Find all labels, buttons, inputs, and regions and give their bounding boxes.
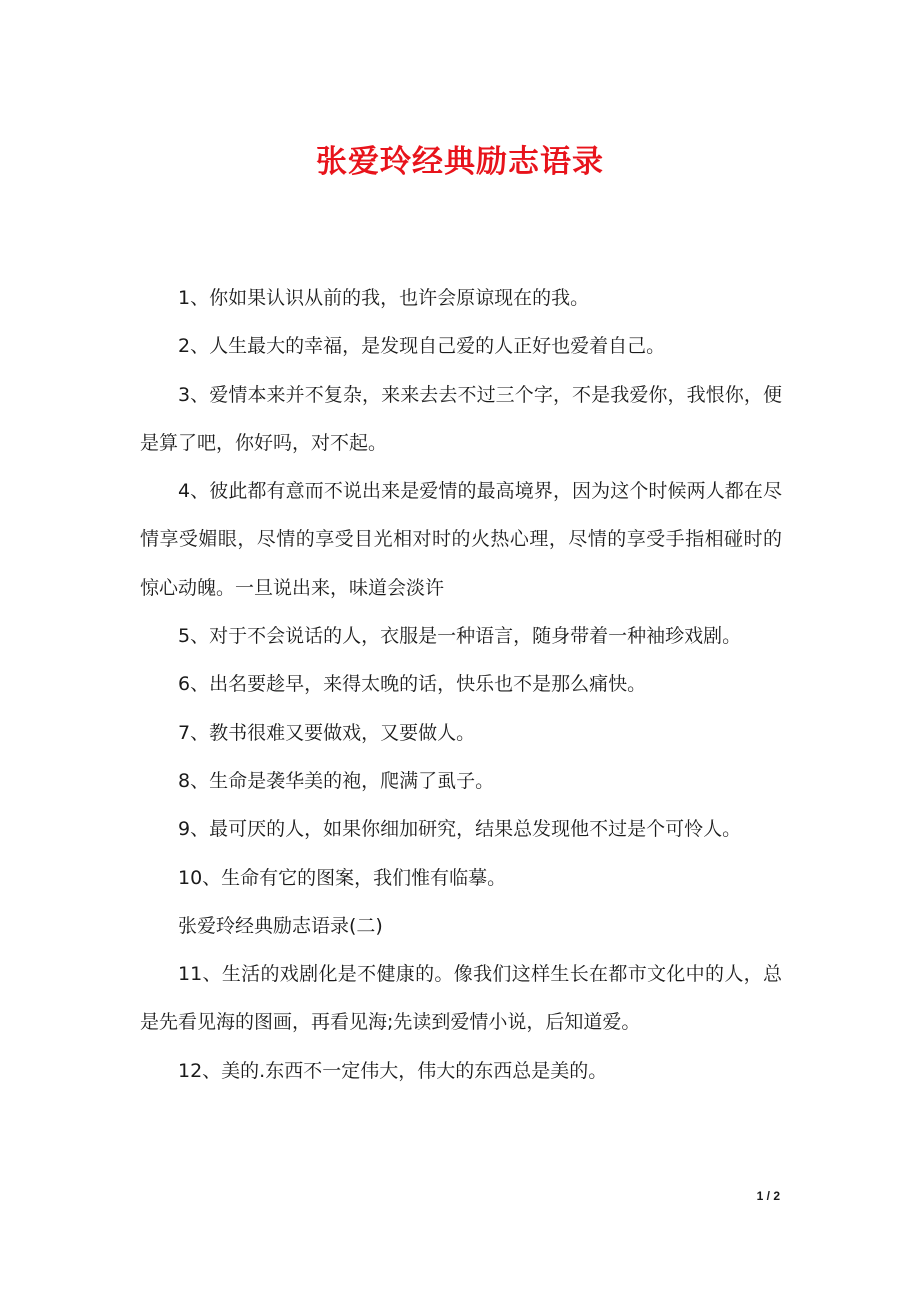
section-heading: 张爱玲经典励志语录(二): [178, 914, 383, 937]
page-number: 1 / 2: [756, 1189, 780, 1203]
paragraph: 11、生活的戏剧化是不健康的。像我们这样生长在都市文化中的人，总是先看见海的图画，再看见海;先读到爱情小说，后知道爱。: [140, 963, 782, 1034]
paragraph: 12、美的.东西不一定伟大，伟大的东西总是美的。: [178, 1059, 608, 1082]
paragraph: 6、出名要趁早，来得太晚的话，快乐也不是那么痛快。: [178, 673, 647, 696]
paragraph: 8、生命是袭华美的袍，爬满了虱子。: [178, 769, 495, 792]
paragraph: 2、人生最大的幸福，是发现自己爱的人正好也爱着自己。: [178, 335, 666, 358]
paragraph: 5、对于不会说话的人，衣服是一种语言，随身带着一种袖珍戏剧。: [178, 625, 742, 648]
paragraph: 7、教书很难又要做戏，又要做人。: [178, 721, 476, 744]
paragraph: 9、最可厌的人，如果你细加研究，结果总发现他不过是个可怜人。: [178, 818, 742, 841]
paragraph: 10、生命有它的图案，我们惟有临摹。: [178, 866, 507, 889]
document-title: 张爱玲经典励志语录: [316, 144, 604, 180]
paragraph: 3、爱情本来并不复杂，来来去去不过三个字，不是我爱你，我恨你，便是算了吧，你好吗，对不起。: [140, 383, 782, 454]
document-body: [140, 274, 782, 1095]
paragraph: 4、彼此都有意而不说出来是爱情的最高境界，因为这个时候两人都在尽情享受媚眼，尽情的享受目光相对时的火热心理，尽情的享受手指相碰时的惊心动魄。一旦说出来，味道会淡许: [140, 480, 782, 599]
paragraph: 1、你如果认识从前的我，也许会原谅现在的我。: [178, 287, 590, 309]
